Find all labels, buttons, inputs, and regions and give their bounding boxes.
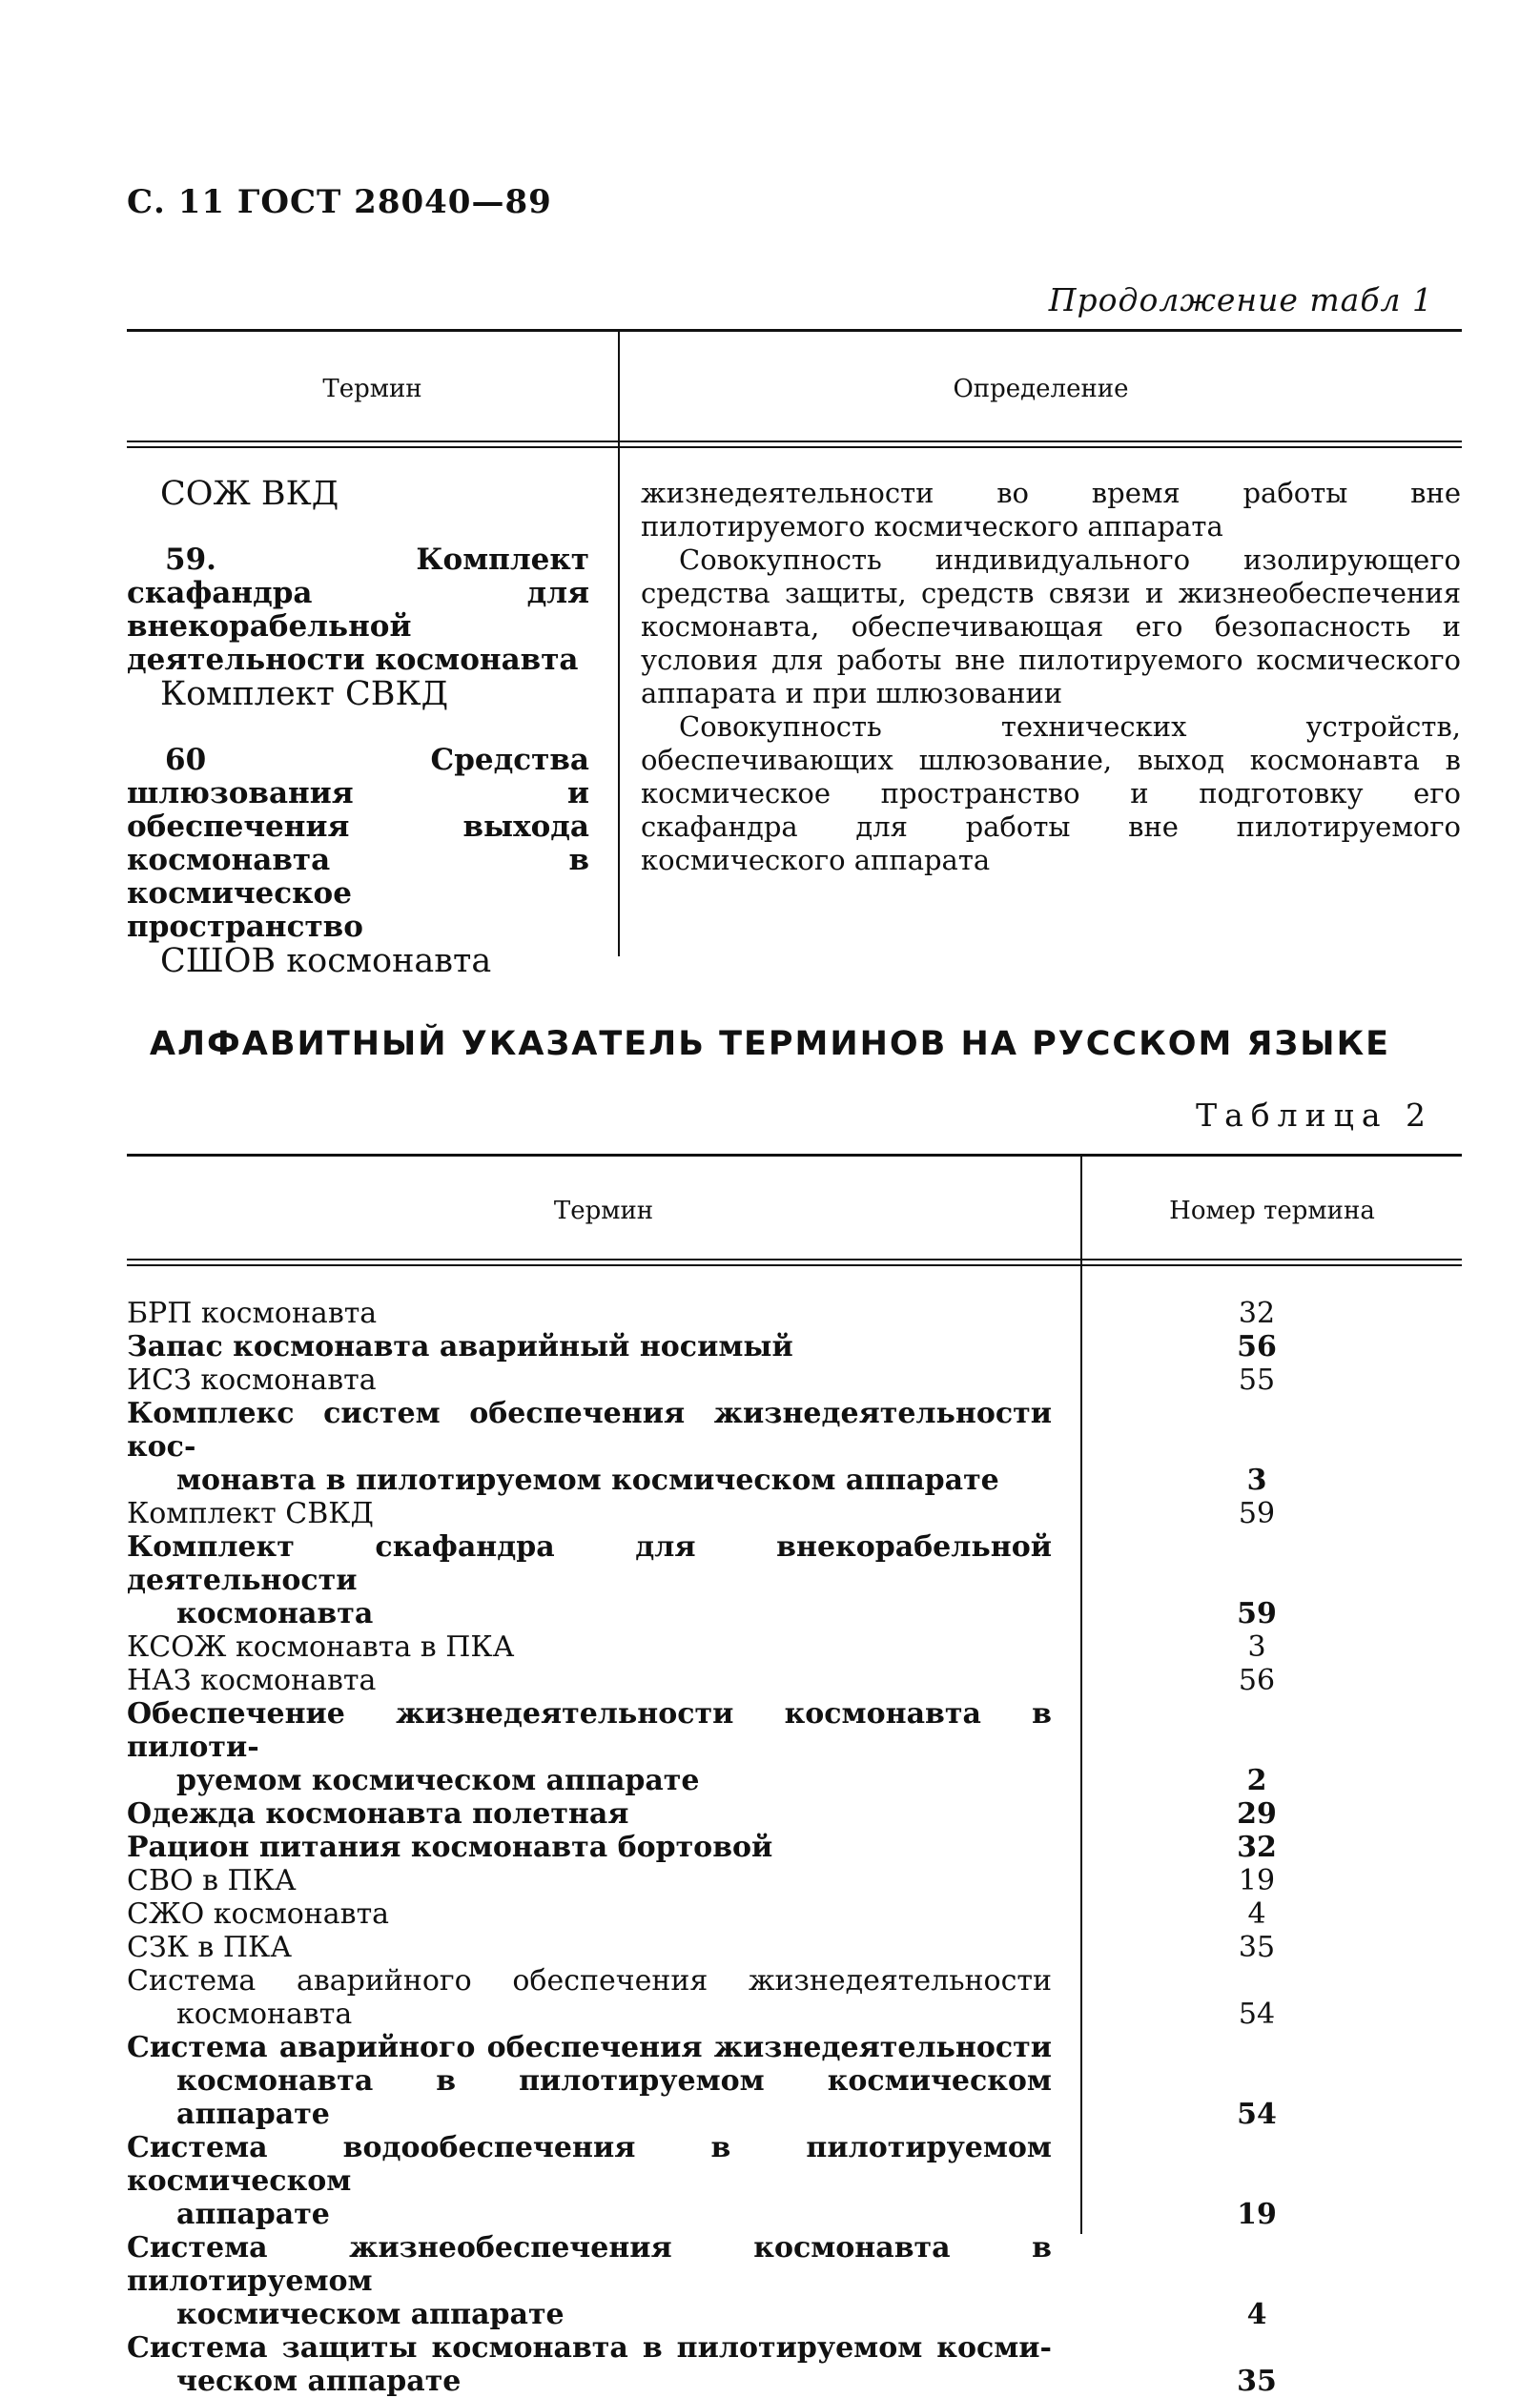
index-term: Система аварийного обеспечения жизнедеятельности <box>127 2031 1052 2064</box>
table-row <box>127 1630 1462 1664</box>
index-term-number: 59 <box>1238 1497 1276 1530</box>
index-term: СЗК в ПКА <box>127 1931 292 1964</box>
section-title: АЛФАВИТНЫЙ УКАЗАТЕЛЬ ТЕРМИНОВ НА РУССКОМ ЯЗЫКЕ <box>149 1025 1391 1063</box>
table-row <box>127 1697 1462 1764</box>
index-term-number: 59 <box>1237 1597 1277 1630</box>
index-term: СЖО космонавта <box>127 1897 390 1931</box>
index-term-number: 4 <box>1247 1897 1266 1931</box>
index-term: БРП космонавта <box>127 1297 378 1330</box>
index-term-number: 55 <box>1238 1363 1276 1397</box>
table2-caption: Таблица 2 <box>1196 1097 1433 1134</box>
index-term-number: 4 <box>1246 2298 1267 2331</box>
table-row <box>127 1530 1462 1597</box>
page-header: С. 11 ГОСТ 28040—89 <box>127 183 552 221</box>
index-term-number: 32 <box>1238 1297 1276 1330</box>
table-row <box>127 1297 1462 1330</box>
table2-body <box>127 1297 1462 2398</box>
table-row <box>127 1897 1462 1931</box>
index-term: Комплект скафандра для внекорабельной деятельности <box>127 1530 1052 1597</box>
definition-59: Совокупность индивидуального изолирующего средства защиты, средств связи и жизнеобеспечения космонавта, обеспечивающая его безопасность и условия для работы вне пилотируемого космического аппарата и при шлюзовании <box>641 543 1461 709</box>
definition-continuation: жизнедеятельности во время работы вне пилотируемого космического аппарата <box>641 477 1461 543</box>
index-term-number: 2 <box>1246 1764 1267 1797</box>
term-abbr-soj-vkd: СОЖ ВКД <box>160 475 339 513</box>
index-term-number: 3 <box>1247 1630 1266 1664</box>
table-row <box>127 2365 1462 2398</box>
index-term-continued: космонавта <box>176 1597 374 1630</box>
index-term-number: 54 <box>1238 1998 1276 2031</box>
table-row <box>127 1330 1462 1363</box>
term-60-abbr: СШОВ космонавта <box>160 942 492 980</box>
table-row <box>127 1998 1462 2031</box>
index-term-number: 29 <box>1237 1797 1277 1831</box>
table-row <box>127 1363 1462 1397</box>
table1-col-term: Термин <box>322 375 422 403</box>
index-term-number: 19 <box>1238 1864 1276 1897</box>
index-term: ИСЗ космонавта <box>127 1363 377 1397</box>
index-term-number: 56 <box>1238 1664 1276 1697</box>
table-row <box>127 1764 1462 1797</box>
index-term: НАЗ космонавта <box>127 1664 377 1697</box>
table-row <box>127 1964 1462 1998</box>
index-term-continued: космонавта в пилотируемом космическом аппарате <box>176 2064 1052 2131</box>
index-term: Система жизнеобеспечения космонавта в пилотируемом <box>127 2231 1052 2298</box>
table-row <box>127 2198 1462 2231</box>
index-term-number: 35 <box>1237 2365 1277 2398</box>
table1-top-rule <box>127 329 1462 332</box>
table-row <box>127 1864 1462 1897</box>
index-term: Рацион питания космонавта бортовой <box>127 1831 773 1864</box>
definition-60: Совокупность технических устройств, обеспечивающих шлюзование, выход космонавта в космическое пространство и подготовку его скафандра для работы вне пилотируемого космического аппарата <box>641 710 1461 876</box>
table-row <box>127 1831 1462 1864</box>
table-row <box>127 1464 1462 1497</box>
table1-col-definition: Определение <box>953 375 1129 403</box>
table-row <box>127 2298 1462 2331</box>
table-row <box>127 1397 1462 1464</box>
index-term: Система водообеспечения в пилотируемом космическом <box>127 2131 1052 2198</box>
table1-column-divider <box>618 332 620 956</box>
table-row <box>127 2064 1462 2131</box>
term-59-title: 59. Комплект скафандра для внекорабельной деятельности космонавта <box>127 543 589 677</box>
index-term: Система защиты космонавта в пилотируемом косми- <box>127 2331 1052 2365</box>
index-term-number: 35 <box>1238 1931 1276 1964</box>
table-row <box>127 2231 1462 2298</box>
table2-top-rule <box>127 1154 1462 1157</box>
continuation-caption: Продолжение табл 1 <box>1048 281 1433 318</box>
index-term-continued: ческом аппарате <box>176 2365 462 2398</box>
table1-header-double-rule-a <box>127 441 1462 442</box>
table-row <box>127 1797 1462 1831</box>
table1-terms-column <box>127 477 589 978</box>
table-row <box>127 2331 1462 2365</box>
term-60-title: 60 Средства шлюзования и обеспечения выхода космонавта в космическое пространство <box>127 743 589 944</box>
index-term-continued: монавта в пилотируемом космическом аппарате <box>176 1464 999 1497</box>
index-term-number: 32 <box>1237 1831 1277 1864</box>
index-term: СВО в ПКА <box>127 1864 297 1897</box>
table2-header-double-rule-a <box>127 1259 1462 1260</box>
index-term-number: 56 <box>1237 1330 1277 1363</box>
index-term-continued: космонавта <box>176 1998 353 2031</box>
table-row <box>127 1497 1462 1530</box>
index-term: Комплект СВКД <box>127 1497 374 1530</box>
index-term: Запас космонавта аварийный носимый <box>127 1330 793 1363</box>
table-row <box>127 1931 1462 1964</box>
table2-col-term: Термин <box>553 1197 654 1225</box>
term-59-abbr: Комплект СВКД <box>160 675 449 713</box>
index-term-continued: космическом аппарате <box>176 2298 565 2331</box>
table2-header-double-rule-b <box>127 1264 1462 1266</box>
table2-col-number: Номер термина <box>1169 1197 1375 1225</box>
index-term: Система аварийного обеспечения жизнедеятельности <box>127 1964 1052 1998</box>
index-term: Обеспечение жизнедеятельности космонавта в пилоти- <box>127 1697 1052 1764</box>
table-row <box>127 2131 1462 2198</box>
index-term-continued: руемом космическом аппарате <box>176 1764 700 1797</box>
index-term: Одежда космонавта полетная <box>127 1797 629 1831</box>
index-term: КСОЖ космонавта в ПКА <box>127 1630 515 1664</box>
index-term-number: 54 <box>1237 2098 1277 2131</box>
table-row <box>127 1597 1462 1630</box>
index-term-continued: аппарате <box>176 2198 330 2231</box>
index-term-number: 19 <box>1237 2198 1277 2231</box>
index-term-number: 3 <box>1246 1464 1267 1497</box>
index-term: Комплекс систем обеспечения жизнедеятельности кос- <box>127 1397 1052 1464</box>
table-row <box>127 2031 1462 2064</box>
table1-definitions-column <box>641 477 1461 877</box>
table-row <box>127 1664 1462 1697</box>
table1-header-double-rule-b <box>127 446 1462 448</box>
